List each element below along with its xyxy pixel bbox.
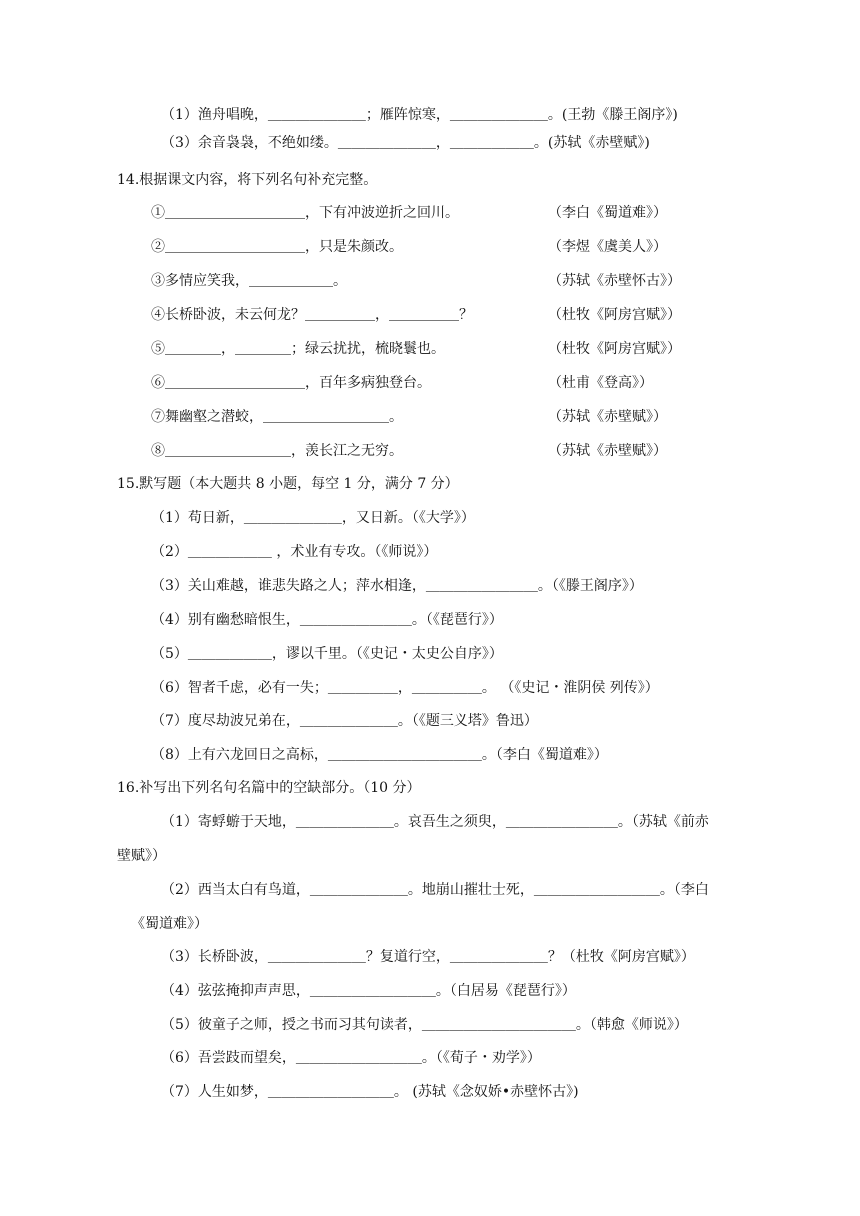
- text-line-q16-5: （5）彼童子之师，授之书而习其句读者，＿＿＿＿＿＿＿＿＿＿＿。（韩愈《师说》）: [161, 1017, 688, 1033]
- source-label-q14-1: （李白《蜀道难》）: [548, 205, 667, 221]
- text-line-q16-1b: 壁赋》）: [117, 848, 166, 864]
- text-line-q15-8: （8）上有六龙回日之高标，＿＿＿＿＿＿＿＿＿＿＿。（李白《蜀道难》）: [151, 747, 608, 763]
- text-line-q14-6: ⑥＿＿＿＿＿＿＿＿＿＿，百年多病独登台。: [151, 375, 431, 391]
- text-line-q15-7: （7）度尽劫波兄弟在，＿＿＿＿＿＿＿。（《题三义塔》鲁迅）: [151, 713, 538, 729]
- text-line-q15-4: （4）别有幽愁暗恨生，＿＿＿＿＿＿＿＿。（《琵琶行》）: [151, 612, 503, 628]
- text-line-q16-6: （6）吾尝跂而望矣，＿＿＿＿＿＿＿＿＿。（《荀子・劝学》）: [161, 1050, 541, 1066]
- text-line-q13-3: （3）余音袅袅，不绝如缕。＿＿＿＿＿＿＿，＿＿＿＿＿＿。(苏轼《赤壁赋》): [161, 135, 650, 151]
- source-label-q14-6: （杜甫《登高》）: [548, 375, 653, 391]
- text-line-q16-7: （7）人生如梦，＿＿＿＿＿＿＿＿＿。 (苏轼《念奴娇•赤壁怀古》): [161, 1084, 579, 1100]
- text-line-q16-3: （3）长桥卧波，＿＿＿＿＿＿＿？复道行空，＿＿＿＿＿＿＿？（杜牧《阿房宫赋》）: [161, 949, 695, 965]
- source-label-q14-8: （苏轼《赤壁赋》）: [548, 443, 667, 459]
- source-label-q14-2: （李煜《虞美人》）: [548, 239, 667, 255]
- text-line-q13-1: （1）渔舟唱晚，＿＿＿＿＿＿＿；雁阵惊寒，＿＿＿＿＿＿＿。(王勃《滕王阁序》): [161, 107, 678, 123]
- text-line-q14-4: ④长桥卧波，未云何龙？＿＿＿＿＿，＿＿＿＿＿？: [151, 307, 473, 323]
- text-line-q14-1: ①＿＿＿＿＿＿＿＿＿＿，下有冲波逆折之回川。: [151, 205, 459, 221]
- text-line-q15-2: （2）＿＿＿＿＿＿ ，术业有专攻。（《师说》）: [151, 544, 438, 560]
- text-line-q16-2a: （2）西当太白有鸟道，＿＿＿＿＿＿＿。地崩山摧壮士死，＿＿＿＿＿＿＿＿＿。（李白: [161, 882, 709, 898]
- text-line-q15-5: （5）＿＿＿＿＿＿，谬以千里。（《史记・太史公自序》）: [151, 646, 503, 662]
- text-line-q14-title: 14.根据课文内容，将下列名句补充完整。: [117, 172, 378, 188]
- source-label-q14-4: （杜牧《阿房宫赋》）: [548, 307, 681, 323]
- source-label-q14-7: （苏轼《赤壁赋》）: [548, 409, 667, 425]
- text-line-q14-5: ⑤＿＿＿＿，＿＿＿＿；绿云扰扰，梳晓鬟也。: [151, 341, 445, 357]
- text-line-q14-7: ⑦舞幽壑之潜蛟，＿＿＿＿＿＿＿＿＿。: [151, 409, 403, 425]
- text-line-q14-3: ③多情应笑我，＿＿＿＿＿＿。: [151, 273, 347, 289]
- text-line-q15-3: （3）关山难越，谁悲失路之人；萍水相逢，＿＿＿＿＿＿＿＿。（《滕王阁序》）: [151, 578, 643, 594]
- text-line-q16-title: 16.补写出下列名句名篇中的空缺部分。（10 分）: [117, 780, 421, 796]
- source-label-q14-5: （杜牧《阿房宫赋》）: [548, 341, 681, 357]
- text-line-q16-4: （4）弦弦掩抑声声思，＿＿＿＿＿＿＿＿＿。（白居易《琵琶行》）: [161, 983, 576, 999]
- text-line-q14-8: ⑧＿＿＿＿＿＿＿＿＿，羡长江之无穷。: [151, 443, 403, 459]
- text-line-q15-1: （1）苟日新，＿＿＿＿＿＿＿，又日新。（《大学》）: [151, 510, 475, 526]
- source-label-q14-3: （苏轼《赤壁怀古》）: [548, 273, 681, 289]
- text-line-q15-title: 15.默写题（本大题共 8 小题，每空 1 分，满分 7 分）: [117, 476, 459, 492]
- text-line-q16-1a: （1）寄蜉蝣于天地，＿＿＿＿＿＿＿。哀吾生之须臾，＿＿＿＿＿＿＿＿。（苏轼《前赤: [161, 814, 709, 830]
- text-line-q15-6: （6）智者千虑，必有一失；＿＿＿＿＿，＿＿＿＿＿。 （《史记・淮阴侯 列传》）: [151, 680, 659, 696]
- text-line-q16-2b: 《蜀道难》）: [131, 916, 208, 932]
- text-line-q14-2: ②＿＿＿＿＿＿＿＿＿＿，只是朱颜改。: [151, 239, 403, 255]
